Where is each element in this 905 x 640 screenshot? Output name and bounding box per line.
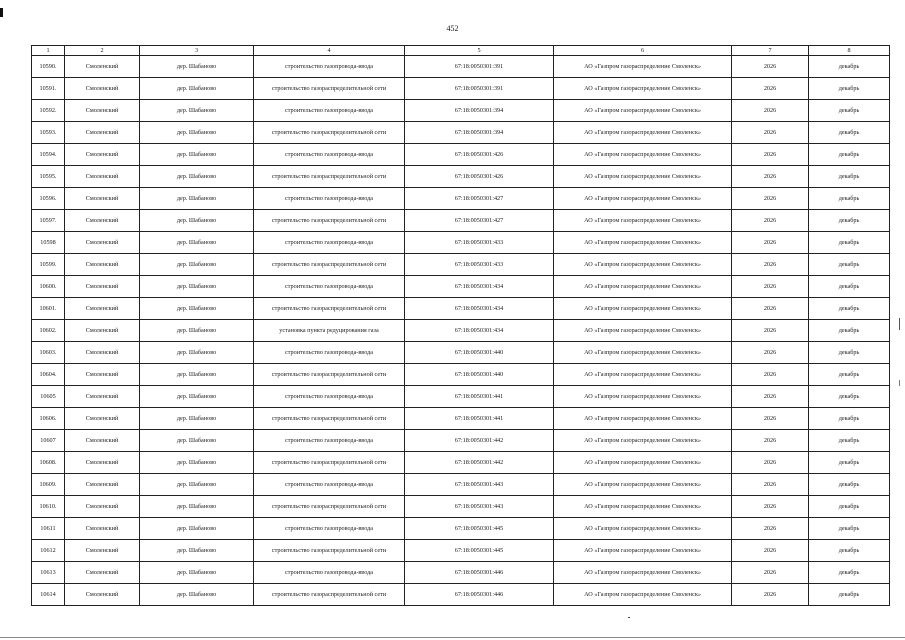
month-cell: декабрь: [809, 210, 890, 232]
settlement-cell: дер. Шабаново: [140, 254, 254, 276]
month-cell: декабрь: [809, 188, 890, 210]
table-row: [32, 364, 890, 386]
column-header: 7: [732, 46, 809, 56]
settlement-cell: дер. Шабаново: [140, 452, 254, 474]
organization-cell: АО «Газпром газораспределение Смоленск»: [554, 122, 732, 144]
year-cell: 2026: [732, 364, 809, 386]
row-number-cell: 10613: [32, 562, 65, 584]
month-cell: декабрь: [809, 100, 890, 122]
cadastral-number-cell: 67:18:0050301:433: [405, 232, 554, 254]
settlement-cell: дер. Шабаново: [140, 408, 254, 430]
row-number-cell: 10603.: [32, 342, 65, 364]
table-row: [32, 210, 890, 232]
month-cell: декабрь: [809, 276, 890, 298]
district-cell: Смоленский: [65, 276, 140, 298]
column-header: 6: [554, 46, 732, 56]
district-cell: Смоленский: [65, 408, 140, 430]
table-row: [32, 144, 890, 166]
cadastral-number-cell: 67:18:0050301:394: [405, 122, 554, 144]
work-type-cell: строительство газопровода-ввода: [254, 430, 405, 452]
row-number-cell: 10601.: [32, 298, 65, 320]
work-type-cell: строительство газораспределительной сети: [254, 540, 405, 562]
scan-edge-mark: [0, 8, 3, 17]
month-cell: декабрь: [809, 254, 890, 276]
organization-cell: АО «Газпром газораспределение Смоленск»: [554, 386, 732, 408]
year-cell: 2026: [732, 166, 809, 188]
organization-cell: АО «Газпром газораспределение Смоленск»: [554, 232, 732, 254]
table-row: [32, 342, 890, 364]
column-number-row: [32, 46, 890, 56]
district-cell: Смоленский: [65, 166, 140, 188]
district-cell: Смоленский: [65, 254, 140, 276]
table-row: [32, 298, 890, 320]
schedule-table: [31, 45, 890, 606]
year-cell: 2026: [732, 518, 809, 540]
month-cell: декабрь: [809, 122, 890, 144]
page-number: 452: [446, 24, 459, 33]
cadastral-number-cell: 67:18:0050301:434: [405, 320, 554, 342]
work-type-cell: строительство газораспределительной сети: [254, 166, 405, 188]
district-cell: Смоленский: [65, 540, 140, 562]
month-cell: декабрь: [809, 518, 890, 540]
organization-cell: АО «Газпром газораспределение Смоленск»: [554, 364, 732, 386]
district-cell: Смоленский: [65, 474, 140, 496]
work-type-cell: строительство газопровода-ввода: [254, 232, 405, 254]
cadastral-number-cell: 67:18:0050301:445: [405, 540, 554, 562]
cadastral-number-cell: 67:18:0050301:433: [405, 254, 554, 276]
cadastral-number-cell: 67:18:0050301:440: [405, 342, 554, 364]
district-cell: Смоленский: [65, 144, 140, 166]
organization-cell: АО «Газпром газораспределение Смоленск»: [554, 100, 732, 122]
month-cell: декабрь: [809, 496, 890, 518]
organization-cell: АО «Газпром газораспределение Смоленск»: [554, 166, 732, 188]
column-header: 8: [809, 46, 890, 56]
cadastral-number-cell: 67:18:0050301:446: [405, 584, 554, 606]
settlement-cell: дер. Шабаново: [140, 144, 254, 166]
district-cell: Смоленский: [65, 232, 140, 254]
work-type-cell: строительство газораспределительной сети: [254, 78, 405, 100]
table-row: [32, 408, 890, 430]
row-number-cell: 10595.: [32, 166, 65, 188]
table-row: [32, 584, 890, 606]
work-type-cell: строительство газопровода-ввода: [254, 276, 405, 298]
month-cell: декабрь: [809, 298, 890, 320]
row-number-cell: 10611: [32, 518, 65, 540]
work-type-cell: строительство газораспределительной сети: [254, 452, 405, 474]
work-type-cell: строительство газораспределительной сети: [254, 298, 405, 320]
settlement-cell: дер. Шабаново: [140, 474, 254, 496]
row-number-cell: 10610.: [32, 496, 65, 518]
month-cell: декабрь: [809, 430, 890, 452]
work-type-cell: строительство газораспределительной сети: [254, 254, 405, 276]
cadastral-number-cell: 67:18:0050301:426: [405, 144, 554, 166]
organization-cell: АО «Газпром газораспределение Смоленск»: [554, 56, 732, 78]
year-cell: 2026: [732, 320, 809, 342]
year-cell: 2026: [732, 430, 809, 452]
work-type-cell: строительство газопровода-ввода: [254, 56, 405, 78]
organization-cell: АО «Газпром газораспределение Смоленск»: [554, 342, 732, 364]
settlement-cell: дер. Шабаново: [140, 56, 254, 78]
table-row: [32, 320, 890, 342]
district-cell: Смоленский: [65, 584, 140, 606]
work-type-cell: строительство газопровода-ввода: [254, 386, 405, 408]
year-cell: 2026: [732, 100, 809, 122]
settlement-cell: дер. Шабаново: [140, 78, 254, 100]
district-cell: Смоленский: [65, 496, 140, 518]
district-cell: Смоленский: [65, 518, 140, 540]
settlement-cell: дер. Шабаново: [140, 276, 254, 298]
table-row: [32, 166, 890, 188]
work-type-cell: строительство газораспределительной сети: [254, 584, 405, 606]
year-cell: 2026: [732, 232, 809, 254]
month-cell: декабрь: [809, 474, 890, 496]
scan-artifact: [899, 318, 900, 330]
work-type-cell: установка пункта редуцирования газа: [254, 320, 405, 342]
organization-cell: АО «Газпром газораспределение Смоленск»: [554, 584, 732, 606]
work-type-cell: строительство газопровода-ввода: [254, 100, 405, 122]
year-cell: 2026: [732, 210, 809, 232]
district-cell: Смоленский: [65, 56, 140, 78]
column-header: 5: [405, 46, 554, 56]
organization-cell: АО «Газпром газораспределение Смоленск»: [554, 210, 732, 232]
cadastral-number-cell: 67:18:0050301:443: [405, 474, 554, 496]
cadastral-number-cell: 67:18:0050301:434: [405, 276, 554, 298]
organization-cell: АО «Газпром газораспределение Смоленск»: [554, 320, 732, 342]
scan-artifact: [899, 380, 900, 386]
year-cell: 2026: [732, 276, 809, 298]
district-cell: Смоленский: [65, 100, 140, 122]
table-row: [32, 188, 890, 210]
district-cell: Смоленский: [65, 188, 140, 210]
row-number-cell: 10593.: [32, 122, 65, 144]
month-cell: декабрь: [809, 540, 890, 562]
year-cell: 2026: [732, 408, 809, 430]
settlement-cell: дер. Шабаново: [140, 342, 254, 364]
organization-cell: АО «Газпром газораспределение Смоленск»: [554, 430, 732, 452]
month-cell: декабрь: [809, 408, 890, 430]
work-type-cell: строительство газораспределительной сети: [254, 122, 405, 144]
table-row: [32, 562, 890, 584]
organization-cell: АО «Газпром газораспределение Смоленск»: [554, 496, 732, 518]
month-cell: декабрь: [809, 232, 890, 254]
organization-cell: АО «Газпром газораспределение Смоленск»: [554, 518, 732, 540]
settlement-cell: дер. Шабаново: [140, 232, 254, 254]
district-cell: Смоленский: [65, 210, 140, 232]
scan-artifact: [628, 617, 630, 618]
work-type-cell: строительство газораспределительной сети: [254, 408, 405, 430]
cadastral-number-cell: 67:18:0050301:426: [405, 166, 554, 188]
year-cell: 2026: [732, 584, 809, 606]
table-row: [32, 386, 890, 408]
row-number-cell: 10592.: [32, 100, 65, 122]
work-type-cell: строительство газопровода-ввода: [254, 188, 405, 210]
district-cell: Смоленский: [65, 122, 140, 144]
settlement-cell: дер. Шабаново: [140, 518, 254, 540]
column-header: 4: [254, 46, 405, 56]
row-number-cell: 10612: [32, 540, 65, 562]
year-cell: 2026: [732, 298, 809, 320]
cadastral-number-cell: 67:18:0050301:443: [405, 496, 554, 518]
year-cell: 2026: [732, 452, 809, 474]
organization-cell: АО «Газпром газораспределение Смоленск»: [554, 144, 732, 166]
year-cell: 2026: [732, 78, 809, 100]
cadastral-number-cell: 67:18:0050301:441: [405, 408, 554, 430]
year-cell: 2026: [732, 562, 809, 584]
cadastral-number-cell: 67:18:0050301:391: [405, 78, 554, 100]
settlement-cell: дер. Шабаново: [140, 364, 254, 386]
cadastral-number-cell: 67:18:0050301:434: [405, 298, 554, 320]
table-row: [32, 540, 890, 562]
row-number-cell: 10590.: [32, 56, 65, 78]
cadastral-number-cell: 67:18:0050301:445: [405, 518, 554, 540]
month-cell: декабрь: [809, 386, 890, 408]
row-number-cell: 10609.: [32, 474, 65, 496]
year-cell: 2026: [732, 386, 809, 408]
month-cell: декабрь: [809, 562, 890, 584]
row-number-cell: 10596.: [32, 188, 65, 210]
row-number-cell: 10597.: [32, 210, 65, 232]
table-row: [32, 474, 890, 496]
month-cell: декабрь: [809, 452, 890, 474]
district-cell: Смоленский: [65, 78, 140, 100]
column-header: 2: [65, 46, 140, 56]
cadastral-number-cell: 67:18:0050301:427: [405, 188, 554, 210]
table-row: [32, 232, 890, 254]
settlement-cell: дер. Шабаново: [140, 100, 254, 122]
year-cell: 2026: [732, 540, 809, 562]
row-number-cell: 10594.: [32, 144, 65, 166]
organization-cell: АО «Газпром газораспределение Смоленск»: [554, 474, 732, 496]
column-header: 1: [32, 46, 65, 56]
cadastral-number-cell: 67:18:0050301:391: [405, 56, 554, 78]
cadastral-number-cell: 67:18:0050301:446: [405, 562, 554, 584]
organization-cell: АО «Газпром газораспределение Смоленск»: [554, 78, 732, 100]
row-number-cell: 10599.: [32, 254, 65, 276]
row-number-cell: 10602.: [32, 320, 65, 342]
table-body: [32, 56, 890, 606]
organization-cell: АО «Газпром газораспределение Смоленск»: [554, 298, 732, 320]
year-cell: 2026: [732, 56, 809, 78]
district-cell: Смоленский: [65, 430, 140, 452]
table-row: [32, 518, 890, 540]
table-row: [32, 100, 890, 122]
settlement-cell: дер. Шабаново: [140, 122, 254, 144]
cadastral-number-cell: 67:18:0050301:440: [405, 364, 554, 386]
settlement-cell: дер. Шабаново: [140, 386, 254, 408]
month-cell: декабрь: [809, 78, 890, 100]
organization-cell: АО «Газпром газораспределение Смоленск»: [554, 540, 732, 562]
cadastral-number-cell: 67:18:0050301:441: [405, 386, 554, 408]
settlement-cell: дер. Шабаново: [140, 210, 254, 232]
year-cell: 2026: [732, 474, 809, 496]
district-cell: Смоленский: [65, 364, 140, 386]
cadastral-number-cell: 67:18:0050301:442: [405, 452, 554, 474]
organization-cell: АО «Газпром газораспределение Смоленск»: [554, 452, 732, 474]
work-type-cell: строительство газораспределительной сети: [254, 364, 405, 386]
work-type-cell: строительство газопровода-ввода: [254, 562, 405, 584]
row-number-cell: 10598: [32, 232, 65, 254]
row-number-cell: 10607: [32, 430, 65, 452]
work-type-cell: строительство газораспределительной сети: [254, 210, 405, 232]
table-row: [32, 496, 890, 518]
year-cell: 2026: [732, 496, 809, 518]
organization-cell: АО «Газпром газораспределение Смоленск»: [554, 408, 732, 430]
year-cell: 2026: [732, 188, 809, 210]
row-number-cell: 10614: [32, 584, 65, 606]
work-type-cell: строительство газопровода-ввода: [254, 144, 405, 166]
district-cell: Смоленский: [65, 562, 140, 584]
settlement-cell: дер. Шабаново: [140, 496, 254, 518]
row-number-cell: 10605: [32, 386, 65, 408]
work-type-cell: строительство газопровода-ввода: [254, 518, 405, 540]
table-row: [32, 452, 890, 474]
row-number-cell: 10608.: [32, 452, 65, 474]
work-type-cell: строительство газораспределительной сети: [254, 496, 405, 518]
organization-cell: АО «Газпром газораспределение Смоленск»: [554, 562, 732, 584]
month-cell: декабрь: [809, 584, 890, 606]
district-cell: Смоленский: [65, 452, 140, 474]
settlement-cell: дер. Шабаново: [140, 562, 254, 584]
table-row: [32, 430, 890, 452]
table-row: [32, 56, 890, 78]
month-cell: декабрь: [809, 56, 890, 78]
cadastral-number-cell: 67:18:0050301:427: [405, 210, 554, 232]
organization-cell: АО «Газпром газораспределение Смоленск»: [554, 254, 732, 276]
district-cell: Смоленский: [65, 320, 140, 342]
row-number-cell: 10606.: [32, 408, 65, 430]
settlement-cell: дер. Шабаново: [140, 584, 254, 606]
work-type-cell: строительство газопровода-ввода: [254, 474, 405, 496]
settlement-cell: дер. Шабаново: [140, 188, 254, 210]
organization-cell: АО «Газпром газораспределение Смоленск»: [554, 276, 732, 298]
district-cell: Смоленский: [65, 298, 140, 320]
settlement-cell: дер. Шабаново: [140, 540, 254, 562]
settlement-cell: дер. Шабаново: [140, 430, 254, 452]
table-row: [32, 276, 890, 298]
district-cell: Смоленский: [65, 342, 140, 364]
month-cell: декабрь: [809, 364, 890, 386]
row-number-cell: 10604.: [32, 364, 65, 386]
table-row: [32, 78, 890, 100]
cadastral-number-cell: 67:18:0050301:442: [405, 430, 554, 452]
table-row: [32, 254, 890, 276]
work-type-cell: строительство газопровода-ввода: [254, 342, 405, 364]
row-number-cell: 10600.: [32, 276, 65, 298]
settlement-cell: дер. Шабаново: [140, 166, 254, 188]
year-cell: 2026: [732, 122, 809, 144]
cadastral-number-cell: 67:18:0050301:394: [405, 100, 554, 122]
scan-bottom-edge: [0, 637, 905, 638]
table-row: [32, 122, 890, 144]
row-number-cell: 10591.: [32, 78, 65, 100]
organization-cell: АО «Газпром газораспределение Смоленск»: [554, 188, 732, 210]
month-cell: декабрь: [809, 144, 890, 166]
month-cell: декабрь: [809, 166, 890, 188]
month-cell: декабрь: [809, 342, 890, 364]
year-cell: 2026: [732, 144, 809, 166]
year-cell: 2026: [732, 342, 809, 364]
settlement-cell: дер. Шабаново: [140, 298, 254, 320]
settlement-cell: дер. Шабаново: [140, 320, 254, 342]
district-cell: Смоленский: [65, 386, 140, 408]
year-cell: 2026: [732, 254, 809, 276]
column-header: 3: [140, 46, 254, 56]
month-cell: декабрь: [809, 320, 890, 342]
